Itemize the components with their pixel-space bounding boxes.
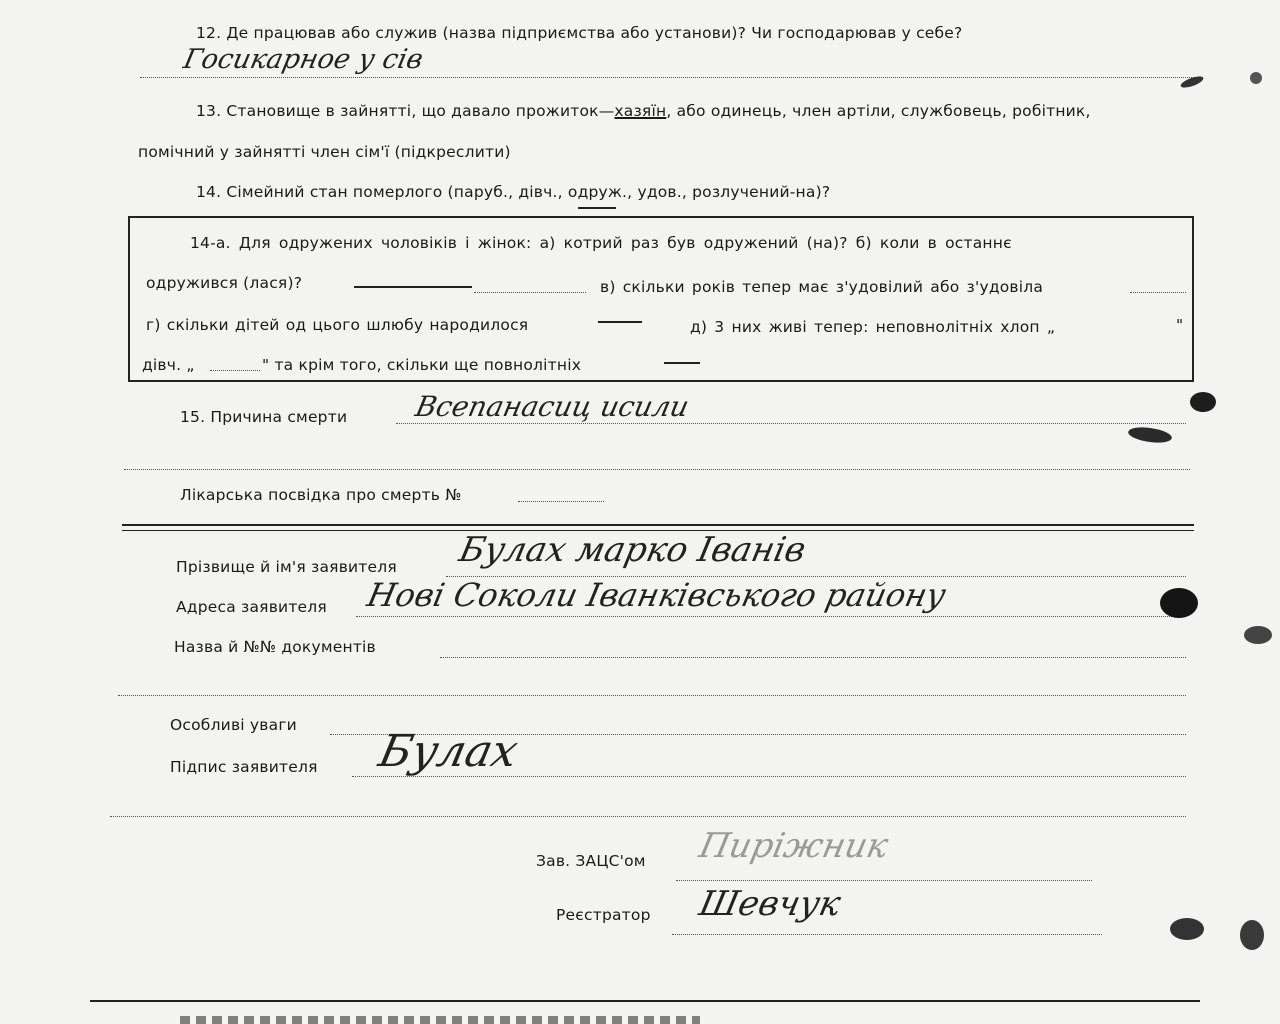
section-divider-top [122, 524, 1194, 526]
q14a-line3c: " [1176, 316, 1184, 334]
ink-stain [1190, 392, 1216, 412]
q13-selected: хазяїн [614, 102, 667, 120]
ink-stain [1127, 425, 1173, 445]
q14a-line4-dots [210, 370, 260, 371]
applicant-docs-line [440, 657, 1186, 658]
registrar-line [672, 934, 1102, 935]
ink-stain [1240, 920, 1264, 950]
head-label: Зав. ЗАЦС'ом [536, 852, 646, 870]
cut-off-text-fragment [180, 1016, 700, 1024]
q14a-line2-dots [474, 292, 586, 293]
q14a-line3-dash [598, 321, 642, 323]
medical-label: Лікарська посвідка про смерть № [180, 486, 462, 504]
registrar-label: Реєстратор [556, 906, 651, 924]
q14-text: 14. Сімейний стан померлого (паруб., дівч., одруж., удов., розлучений-на)? [196, 183, 831, 201]
notes-label: Особливі уваги [170, 716, 297, 734]
q14a-line4a: дівч. „ [142, 356, 195, 374]
applicant-address-line [356, 616, 1186, 617]
applicant-docs-label: Назва й №№ документів [174, 638, 376, 656]
q15-answer: Всепанасиц исили [412, 390, 692, 423]
q14a-line4-dash [664, 362, 700, 364]
applicant-address-label: Адреса заявителя [176, 598, 327, 616]
head-line [676, 880, 1092, 881]
q15-label: 15. Причина смерти [180, 408, 348, 426]
applicant-name-label: Прізвище й ім'я заявителя [176, 558, 397, 576]
q13-text [196, 102, 1091, 120]
q14a-line1: 14-а. Для одружених чоловіків і жінок: а) котрий раз був одружений (на)? б) коли в останнє [190, 234, 1012, 252]
q14a-line2b: в) скільки років тепер має з'удовілий або з'удовіла [600, 278, 1044, 296]
q14a-line4b: " та крім того, скільки ще повнолітніх [262, 356, 582, 374]
q13-text-c: помічний у зайнятті член сім'ї (підкреслити) [138, 143, 511, 161]
signature-label: Підпис заявителя [170, 758, 318, 776]
medical-number-line [518, 501, 604, 502]
q14-underline-mark [578, 207, 616, 209]
applicant-docs-extra-line [118, 695, 1186, 696]
signature-extra-line [110, 816, 1186, 817]
head-signature: Пиріжник [695, 826, 892, 866]
q12-answer-line [140, 77, 1200, 78]
q15-extra-line [124, 469, 1190, 470]
bottom-rule [90, 1000, 1200, 1002]
q14a-line3b: д) 3 них живі тепер: неповнолітніх хлоп „ [690, 318, 1056, 336]
q13-text-a: 13. Становище в зайнятті, що давало прожиток— [196, 102, 615, 120]
applicant-signature: Булах [374, 726, 523, 777]
q14a-line2-dash [354, 286, 472, 288]
ink-stain [1160, 588, 1198, 618]
ink-stain [1170, 918, 1204, 940]
q12-text: 12. Де працював або служив (назва підприємства або установи)? Чи господарював у себе? [196, 24, 963, 42]
q12-answer: Госикарное у сів [180, 44, 426, 75]
q13-text-b: , або одинець, член артіли, службовець, робітник, [666, 102, 1091, 120]
registrar-signature: Шевчук [695, 884, 845, 924]
q14a-line2a: одружився (лася)? [146, 274, 303, 292]
q14a-line3a: г) скільки дітей од цього шлюбу народилося [146, 316, 529, 334]
applicant-address-value: Нові Соколи Іванківського району [363, 576, 950, 614]
ink-stain [1250, 72, 1262, 84]
q14a-line2-tail-dots [1130, 292, 1186, 293]
q15-answer-line [396, 423, 1186, 424]
ink-stain [1244, 626, 1272, 644]
applicant-name-value: Булах марко Іванів [455, 530, 810, 570]
